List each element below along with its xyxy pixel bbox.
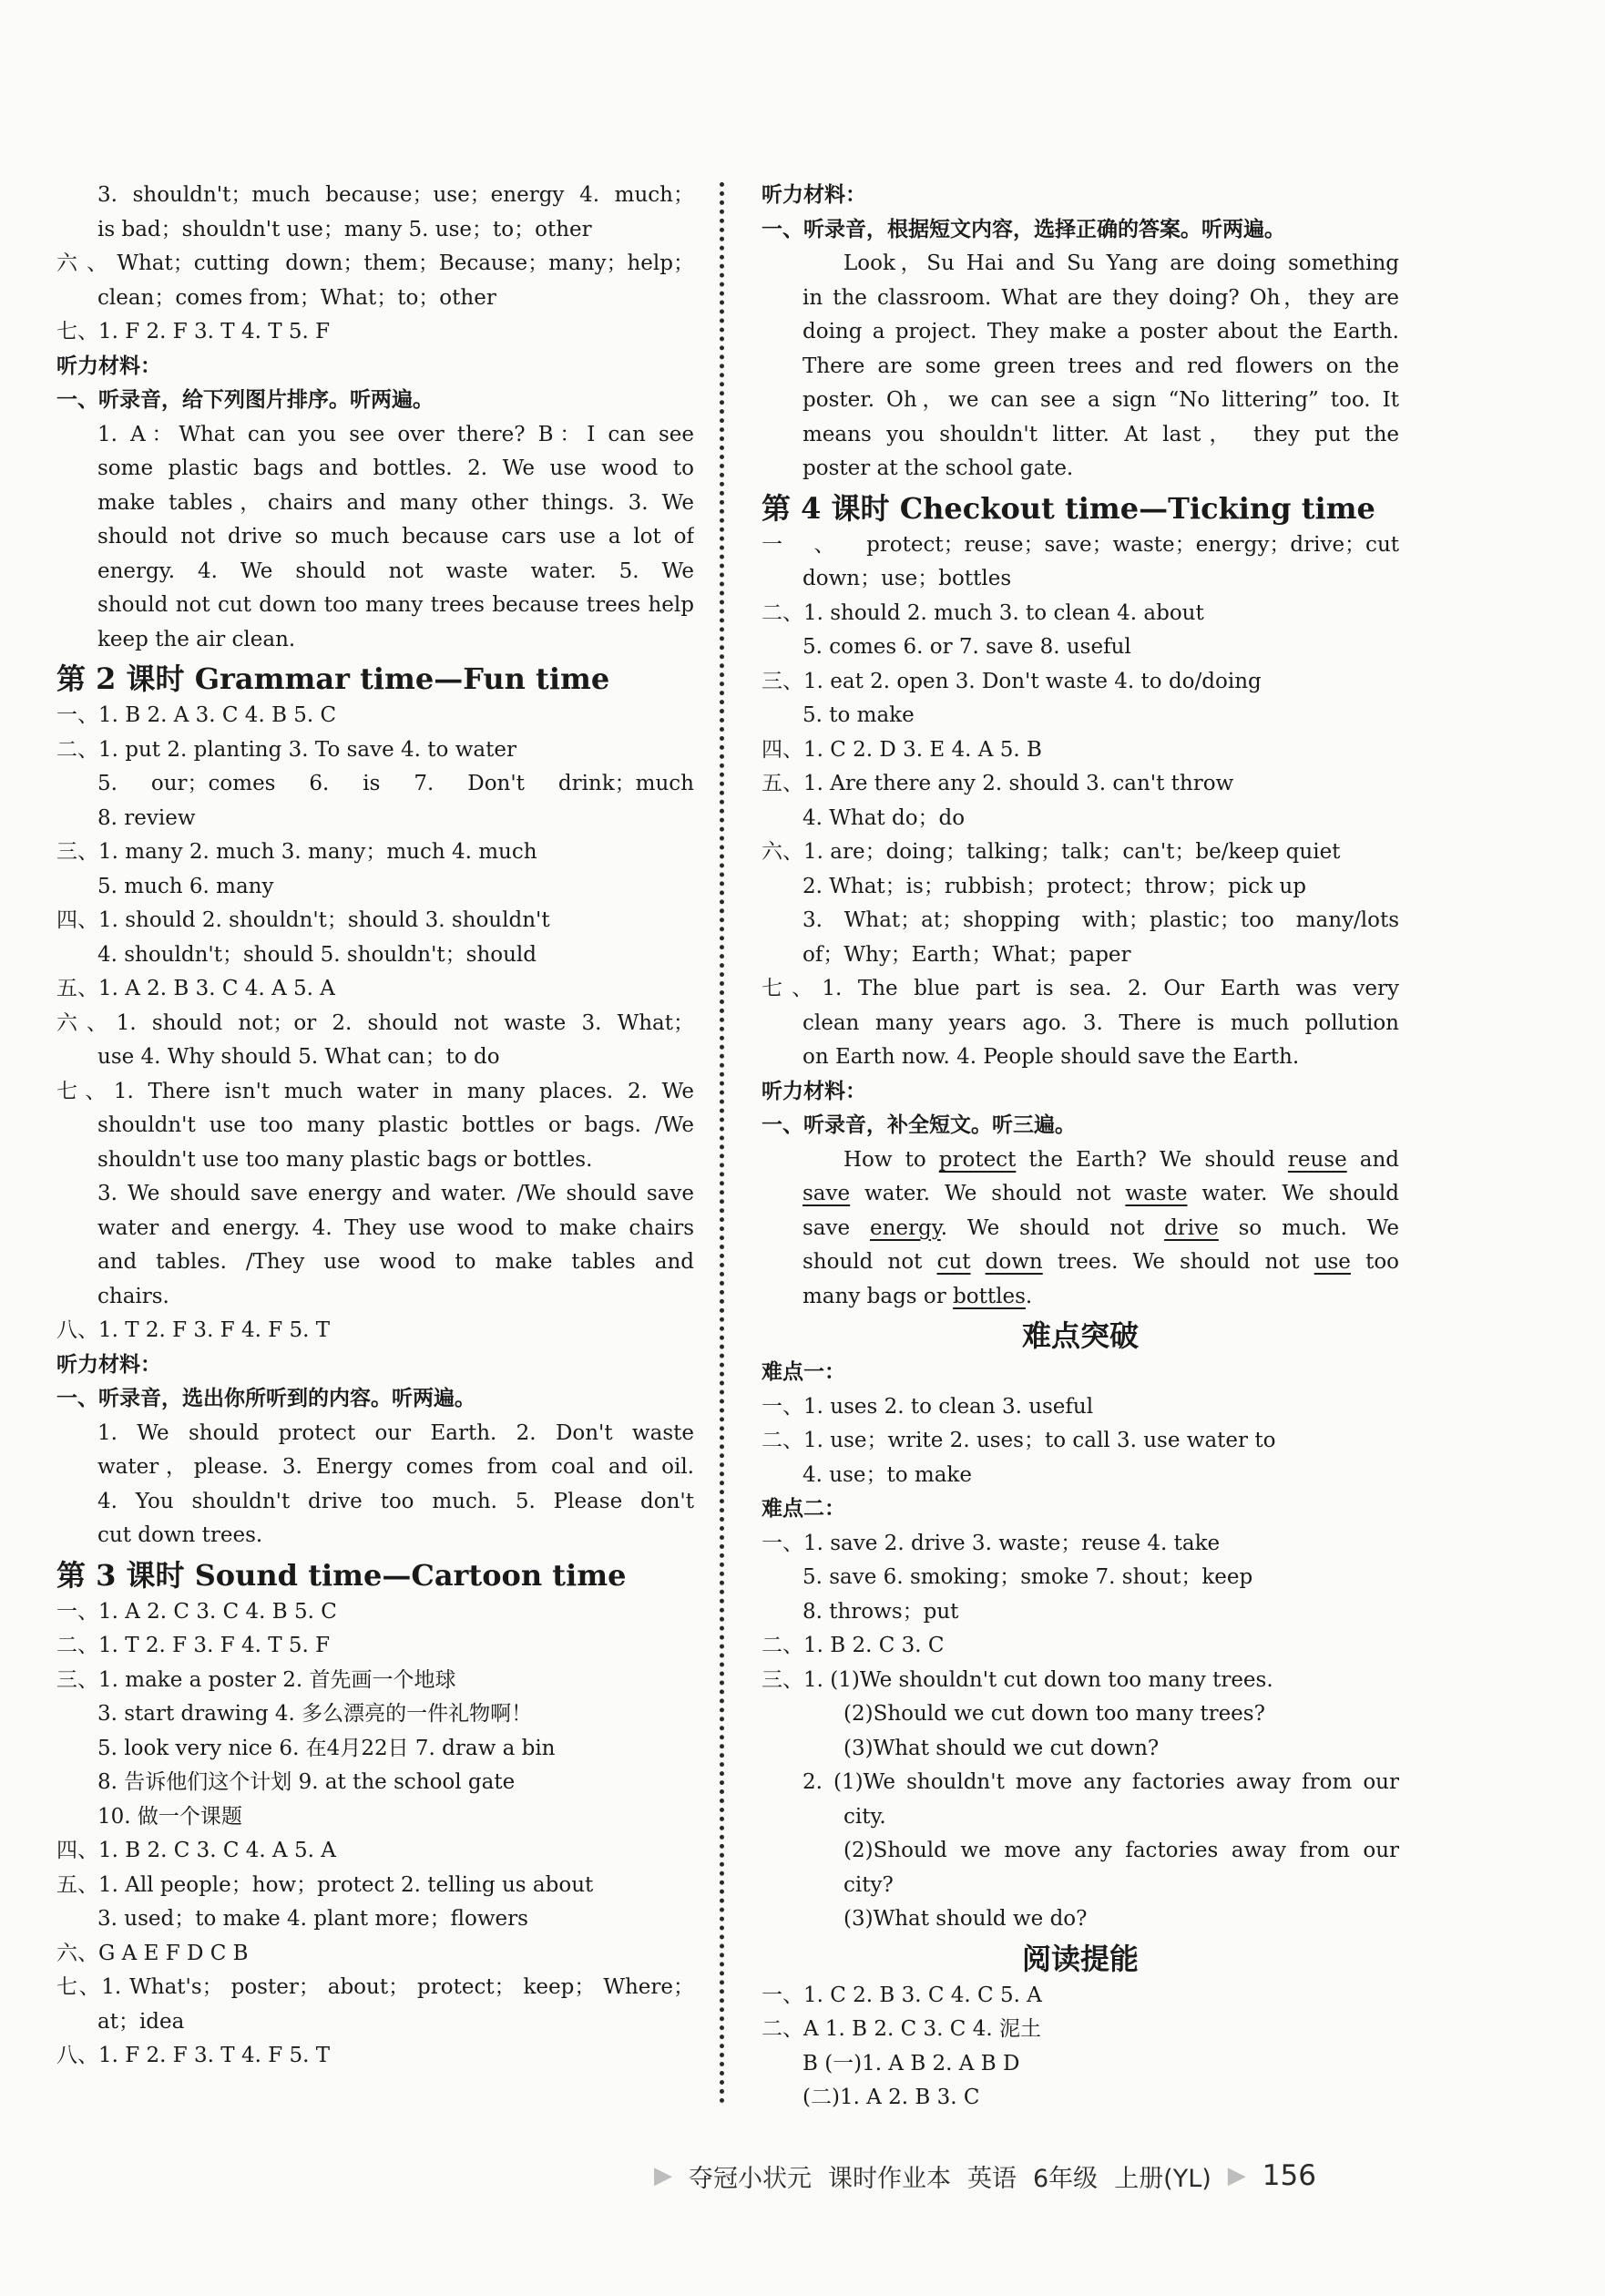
text-line: 2. (1)We shouldn't move any factories away from our xyxy=(802,1770,1399,1794)
text-line: means you shouldn't litter. At last， they put the xyxy=(802,422,1399,446)
text-line: poster at the school gate. xyxy=(802,456,1074,480)
text-line: 八、1. F 2. F 3. T 4. F 5. T xyxy=(56,2044,331,2067)
text-line: 一、protect；reuse；save；waste；energy；drive；cut xyxy=(762,532,1399,557)
text-line: 二、1. T 2. F 3. F 4. T 5. F xyxy=(56,1634,331,1657)
text-line: 一、1. save 2. drive 3. waste；reuse 4. take xyxy=(762,1531,1221,1555)
section-header: 听力材料： xyxy=(762,1079,866,1103)
text-line: of；Why；Earth；What；paper xyxy=(802,942,1131,967)
text-line: use 4. Why should 5. What can；to do xyxy=(97,1045,500,1069)
footer-brand: 夺冠小状元 xyxy=(689,2164,812,2193)
text-line: 4. What do；do xyxy=(802,805,966,830)
lesson-title: 第 4 课时 Checkout time—Ticking time xyxy=(762,490,1375,526)
text-line: 七、1. What's； poster； about； protect； keep； Where； xyxy=(56,1975,694,1999)
text-line: (3)What should we do? xyxy=(843,1907,1088,1931)
text-line: 六、G A E F D C B xyxy=(56,1941,249,1965)
text-line: save energy. We should not drive so much. We xyxy=(802,1215,1399,1240)
text-line: keep the air clean. xyxy=(97,627,296,651)
footer-book: 课时作业本 xyxy=(828,2164,951,2193)
section-header: 一、听录音，选出你所听到的内容。听两遍。 xyxy=(56,1387,475,1410)
text-line: 二、1. put 2. planting 3. To save 4. to water xyxy=(56,737,516,762)
page-number: 156 xyxy=(1262,2159,1316,2192)
text-line: 六、What；cutting down；them；Because；many；help； xyxy=(56,251,694,275)
text-line: should not cut down too many trees because trees help xyxy=(97,593,694,617)
text-line: 3. used；to make 4. plant more；flowers xyxy=(97,1907,528,1931)
text-line: city? xyxy=(843,1872,894,1897)
text-line: (二)1. A 2. B 3. C xyxy=(802,2086,980,2109)
text-line: 三、1. many 2. much 3. many；much 4. much xyxy=(56,840,537,864)
text-line: 一、1. C 2. B 3. C 4. C 5. A xyxy=(762,1983,1042,2007)
text-line: B (一)1. A B 2. A B D xyxy=(802,2051,1020,2076)
text-line: city. xyxy=(843,1804,886,1829)
text-line: 七、1. There isn't much water in many places. 2. We xyxy=(56,1079,694,1103)
text-line: 8. review xyxy=(97,805,196,830)
text-line: 8. 告诉他们这个计划 9. at the school gate xyxy=(97,1770,516,1794)
footer-grade: 6年级 xyxy=(1033,2164,1099,2193)
section-header: 听力材料： xyxy=(56,1352,161,1377)
text-line: save water. We should not waste water. We should xyxy=(802,1182,1399,1205)
lesson-title: 阅读提能 xyxy=(1021,1941,1139,1976)
text-line: down；use；bottles xyxy=(802,567,1012,590)
text-line: chairs. xyxy=(97,1284,169,1308)
text-line: 3. We should save energy and water. /We should save xyxy=(97,1182,694,1205)
text-line: 5. much 6. many xyxy=(97,874,274,898)
text-line: clean；comes from；What；to；other xyxy=(97,285,496,310)
text-line: 五、1. All people；how；protect 2. telling us about xyxy=(56,1872,594,1897)
text-line: (2)Should we move any factories away from our xyxy=(843,1839,1399,1862)
text-line: some plastic bags and bottles. 2. We use wood to xyxy=(97,456,694,480)
text-line: 四、1. should 2. shouldn't；should 3. shouldn't xyxy=(56,908,550,932)
page-footer xyxy=(654,2158,1316,2194)
section-header: 一、听录音，给下列图片排序。听两遍。 xyxy=(56,388,434,412)
text-line: should not drive so much because cars use a lot of xyxy=(97,525,694,548)
text-line: There are some green trees and red flowers on the xyxy=(802,354,1399,378)
column-divider xyxy=(720,182,724,2105)
text-line: 一、1. uses 2. to clean 3. useful xyxy=(762,1394,1094,1419)
text-line: cut down trees. xyxy=(97,1523,263,1547)
text-line: 一、1. A 2. C 3. C 4. B 5. C xyxy=(56,1599,337,1624)
arrow-icon: ▶ xyxy=(1227,2162,1246,2189)
section-header: 一、听录音，补全短文。听三遍。 xyxy=(762,1113,1076,1137)
text-line: 4. shouldn't；should 5. shouldn't；should xyxy=(97,942,537,967)
text-line: 三、1. eat 2. open 3. Don't waste 4. to do/doing xyxy=(762,669,1262,693)
left-column xyxy=(56,179,694,2074)
text-line: 3. What；at；shopping with；plastic；too many/lots xyxy=(802,908,1399,932)
text-line: on Earth now. 4. People should save the Earth. xyxy=(802,1045,1300,1069)
section-header: 听力材料： xyxy=(56,354,161,378)
text-line: water，please. 3. Energy comes from coal and oil. xyxy=(97,1455,694,1479)
text-line: 七、1. The blue part is sea. 2. Our Earth was very xyxy=(762,977,1399,1000)
text-line: energy. 4. We should not waste water. 5. We xyxy=(97,559,694,583)
text-line: How to protect the Earth? We should reuse and xyxy=(843,1147,1399,1172)
text-line: in the classroom. What are they doing? Oh，they are xyxy=(802,285,1399,310)
text-line: shouldn't use too many plastic bags or bottles. xyxy=(97,1147,593,1172)
text-line: 3. start drawing 4. 多么漂亮的一件礼物啊！ xyxy=(97,1702,533,1726)
text-line: 1. A：What can you see over there? B：I can see xyxy=(97,422,694,446)
text-line: 七、1. F 2. F 3. T 4. T 5. F xyxy=(56,320,331,343)
text-line: 二、1. use；write 2. uses；to call 3. use water to xyxy=(762,1429,1276,1452)
text-line: 五、1. A 2. B 3. C 4. A 5. A xyxy=(56,977,335,1000)
arrow-icon: ▶ xyxy=(654,2162,672,2189)
text-line: and tables. /They use wood to make tables and xyxy=(97,1250,694,1274)
text-line: 4. use；to make xyxy=(802,1462,972,1487)
text-line: (2)Should we cut down too many trees? xyxy=(843,1702,1265,1726)
text-line: 三、1. (1)We shouldn't cut down too many trees. xyxy=(762,1667,1273,1692)
text-line: 4. You shouldn't drive too much. 5. Please don't xyxy=(97,1489,694,1513)
text-line: water and energy. 4. They use wood to make chairs xyxy=(97,1215,694,1240)
text-line: 四、1. C 2. D 3. E 4. A 5. B xyxy=(762,737,1042,762)
footer-subject: 英语 xyxy=(967,2164,1017,2193)
text-line: 5. to make xyxy=(802,703,915,727)
text-line: many bags or bottles. xyxy=(802,1284,1033,1308)
text-line: 5. our；comes 6. is 7. Don't drink；much xyxy=(97,772,694,795)
footer-volume: 上册(YL) xyxy=(1114,2164,1211,2193)
text-line: 5. save 6. smoking；smoke 7. shout；keep xyxy=(802,1565,1253,1589)
text-line: 二、A 1. B 2. C 3. C 4. 泥土 xyxy=(762,2017,1041,2041)
text-line: should not cut down trees. We should not use too xyxy=(802,1250,1399,1274)
text-line: 2. What；is；rubbish；protect；throw；pick up xyxy=(802,874,1306,898)
section-header: 听力材料： xyxy=(762,183,866,207)
text-line: 四、1. B 2. C 3. C 4. A 5. A xyxy=(56,1839,336,1862)
text-line: 五、1. Are there any 2. should 3. can't throw xyxy=(762,772,1234,795)
text-line: 8. throws；put xyxy=(802,1599,959,1624)
text-line: 三、1. make a poster 2. 首先画一个地球 xyxy=(56,1667,456,1692)
right-column xyxy=(762,179,1399,2116)
lesson-title: 难点突破 xyxy=(1021,1318,1139,1353)
text-line: 一、1. B 2. A 3. C 4. B 5. C xyxy=(56,703,337,727)
section-header: 难点一： xyxy=(762,1360,845,1384)
text-line: 3. shouldn't；much because；use；energy 4. much； xyxy=(97,183,694,207)
text-line: 八、1. T 2. F 3. F 4. F 5. T xyxy=(56,1318,331,1342)
lesson-title: 第 2 课时 Grammar time—Fun time xyxy=(56,661,610,696)
text-line: doing a project. They make a poster about the Earth. xyxy=(802,320,1399,343)
text-line: 二、1. should 2. much 3. to clean 4. about xyxy=(762,600,1204,625)
text-line: poster. Oh，we can see a sign “No littering” too. It xyxy=(802,388,1399,412)
lesson-title: 第 3 课时 Sound time—Cartoon time xyxy=(56,1557,627,1593)
text-line: 二、1. B 2. C 3. C xyxy=(762,1634,945,1657)
text-line: 1. We should protect our Earth. 2. Don't waste xyxy=(97,1420,694,1445)
text-line: at；idea xyxy=(97,2009,185,2034)
text-line: 10. 做一个课题 xyxy=(97,1804,242,1829)
section-header: 难点二： xyxy=(762,1497,845,1521)
text-line: 5. comes 6. or 7. save 8. useful xyxy=(802,635,1131,659)
text-line: 六、1. are；doing；talking；talk；can't；be/keep quiet xyxy=(762,840,1341,864)
text-line: clean many years ago. 3. There is much pollution xyxy=(802,1010,1399,1035)
text-line: 5. look very nice 6. 在4月22日 7. draw a bin xyxy=(97,1736,556,1760)
text-line: 六、1. should not；or 2. should not waste 3. What； xyxy=(56,1010,694,1035)
text-line: make tables，chairs and many other things. 3. We xyxy=(97,490,694,515)
text-line: is bad；shouldn't use；many 5. use；to；other xyxy=(97,217,592,241)
text-line: Look，Su Hai and Su Yang are doing something xyxy=(843,251,1399,275)
section-header: 一、听录音，根据短文内容，选择正确的答案。听两遍。 xyxy=(762,217,1285,241)
text-line: (3)What should we cut down? xyxy=(843,1736,1160,1760)
text-line: shouldn't use too many plastic bottles or bags. /We xyxy=(97,1113,694,1137)
